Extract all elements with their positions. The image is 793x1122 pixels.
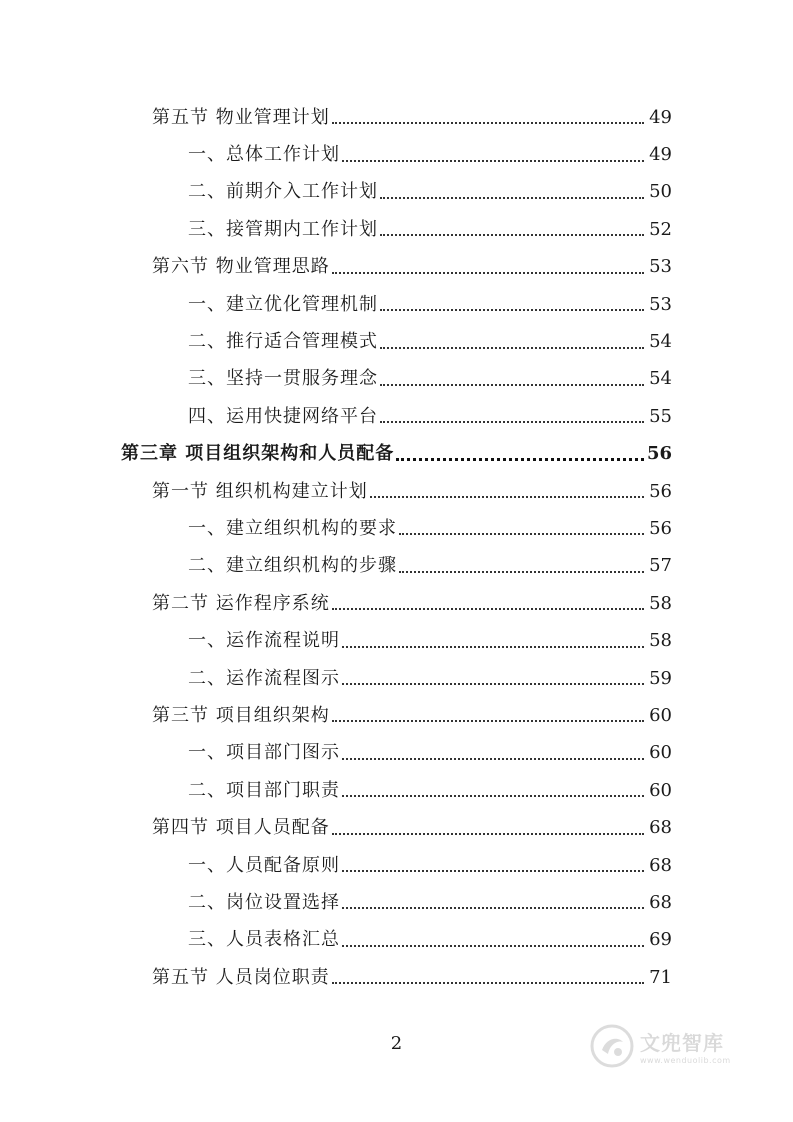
toc-entry-page: 55 [649,405,672,427]
toc-entry-item[interactable] [0,660,793,697]
toc-entry-item[interactable] [0,922,793,959]
toc-dot-leader [380,383,644,386]
toc-entry-label: 第一节 组织机构建立计划 [152,480,368,502]
toc-dot-leader [380,420,644,423]
toc-entry-section[interactable] [0,249,793,286]
toc-entry-page: 56 [649,480,672,502]
toc-dot-leader [380,196,644,199]
toc-entry-page: 68 [649,891,672,913]
toc-entry-item[interactable] [0,772,793,809]
toc-dot-leader [342,682,644,685]
toc-entry-page: 58 [649,630,672,652]
toc-entry-page: 57 [649,555,672,577]
toc-dot-leader [332,719,644,722]
toc-dot-leader [380,346,644,349]
toc-dot-leader [399,532,644,535]
toc-entry-label: 第二节 运作程序系统 [152,592,330,614]
toc-entry-item[interactable] [0,847,793,884]
toc-entry-label: 二、运作流程图示 [188,667,340,689]
toc-entry-label: 二、建立组织机构的步骤 [188,555,397,577]
toc-dot-leader [332,271,644,274]
toc-dot-leader [342,869,644,872]
toc-dot-leader [342,906,644,909]
toc-entry-label: 一、人员配备原则 [188,854,340,876]
toc-dot-leader [370,495,644,498]
toc-entry-page: 49 [649,144,672,166]
toc-entry-label: 二、前期介入工作计划 [188,181,378,203]
toc-entry-label: 第五节 人员岗位职责 [152,966,330,988]
table-of-contents [0,99,793,996]
watermark-url: www.wenduolib.com [640,1056,731,1065]
toc-entry-page: 58 [649,592,672,614]
toc-dot-leader [342,794,644,797]
toc-entry-item[interactable] [0,323,793,360]
toc-entry-item[interactable] [0,548,793,585]
toc-dot-leader [342,159,644,162]
toc-entry-label: 三、人员表格汇总 [188,929,340,951]
toc-entry-page: 50 [649,181,672,203]
toc-entry-page: 56 [649,517,672,539]
toc-entry-item[interactable] [0,735,793,772]
toc-entry-section[interactable] [0,809,793,846]
toc-entry-page: 54 [649,331,672,353]
toc-entry-label: 二、推行适合管理模式 [188,331,378,353]
toc-entry-label: 一、项目部门图示 [188,742,340,764]
toc-entry-section[interactable] [0,473,793,510]
toc-entry-page: 68 [649,817,672,839]
toc-entry-item[interactable] [0,136,793,173]
toc-entry-page: 54 [649,368,672,390]
toc-entry-item[interactable] [0,361,793,398]
toc-dot-leader [332,981,644,984]
toc-entry-page: 69 [649,929,672,951]
toc-entry-label: 第六节 物业管理思路 [152,256,330,278]
toc-dot-leader [342,757,644,760]
toc-entry-page: 60 [649,742,672,764]
page-number: 2 [390,1033,403,1054]
toc-entry-chapter[interactable] [0,436,793,473]
toc-entry-label: 一、运作流程说明 [188,630,340,652]
toc-entry-section[interactable] [0,585,793,622]
toc-dot-leader [380,233,644,236]
toc-entry-label: 一、建立优化管理机制 [188,293,378,315]
toc-entry-item[interactable] [0,211,793,248]
toc-entry-page: 68 [649,854,672,876]
toc-dot-leader [380,308,644,311]
toc-entry-page: 52 [649,218,672,240]
toc-entry-page: 53 [649,293,672,315]
watermark [590,1016,750,1076]
toc-entry-label: 第四节 项目人员配备 [152,817,330,839]
toc-entry-section[interactable] [0,959,793,996]
toc-entry-section[interactable] [0,697,793,734]
toc-entry-label: 三、接管期内工作计划 [188,218,378,240]
toc-entry-item[interactable] [0,884,793,921]
wendou-logo-icon [590,1024,634,1068]
toc-entry-page: 60 [649,779,672,801]
toc-entry-label: 一、建立组织机构的要求 [188,517,397,539]
toc-entry-item[interactable] [0,622,793,659]
toc-entry-label: 四、运用快捷网络平台 [188,405,378,427]
toc-entry-item[interactable] [0,398,793,435]
toc-entry-label: 第五节 物业管理计划 [152,106,330,128]
toc-entry-section[interactable] [0,99,793,136]
toc-entry-label: 二、项目部门职责 [188,779,340,801]
toc-entry-page: 56 [646,443,672,465]
toc-entry-page: 59 [649,667,672,689]
toc-entry-label: 第三节 项目组织架构 [152,704,330,726]
toc-entry-item[interactable] [0,286,793,323]
toc-entry-item[interactable] [0,510,793,547]
toc-entry-page: 49 [649,106,672,128]
toc-dot-leader [342,944,644,947]
toc-entry-page: 60 [649,704,672,726]
toc-entry-label: 第三章 项目组织架构和人员配备 [121,443,395,465]
toc-dot-leader [332,121,644,124]
toc-entry-label: 二、岗位设置选择 [188,891,340,913]
toc-dot-leader [332,607,644,610]
toc-entry-label: 三、坚持一贯服务理念 [188,368,378,390]
toc-dot-leader [396,457,644,461]
toc-entry-page: 71 [649,966,672,988]
toc-entry-label: 一、总体工作计划 [188,144,340,166]
toc-entry-page: 53 [649,256,672,278]
toc-dot-leader [342,645,644,648]
watermark-name: 文兜智库 [640,1031,724,1055]
toc-entry-item[interactable] [0,174,793,211]
toc-dot-leader [332,832,644,835]
toc-dot-leader [399,570,644,573]
